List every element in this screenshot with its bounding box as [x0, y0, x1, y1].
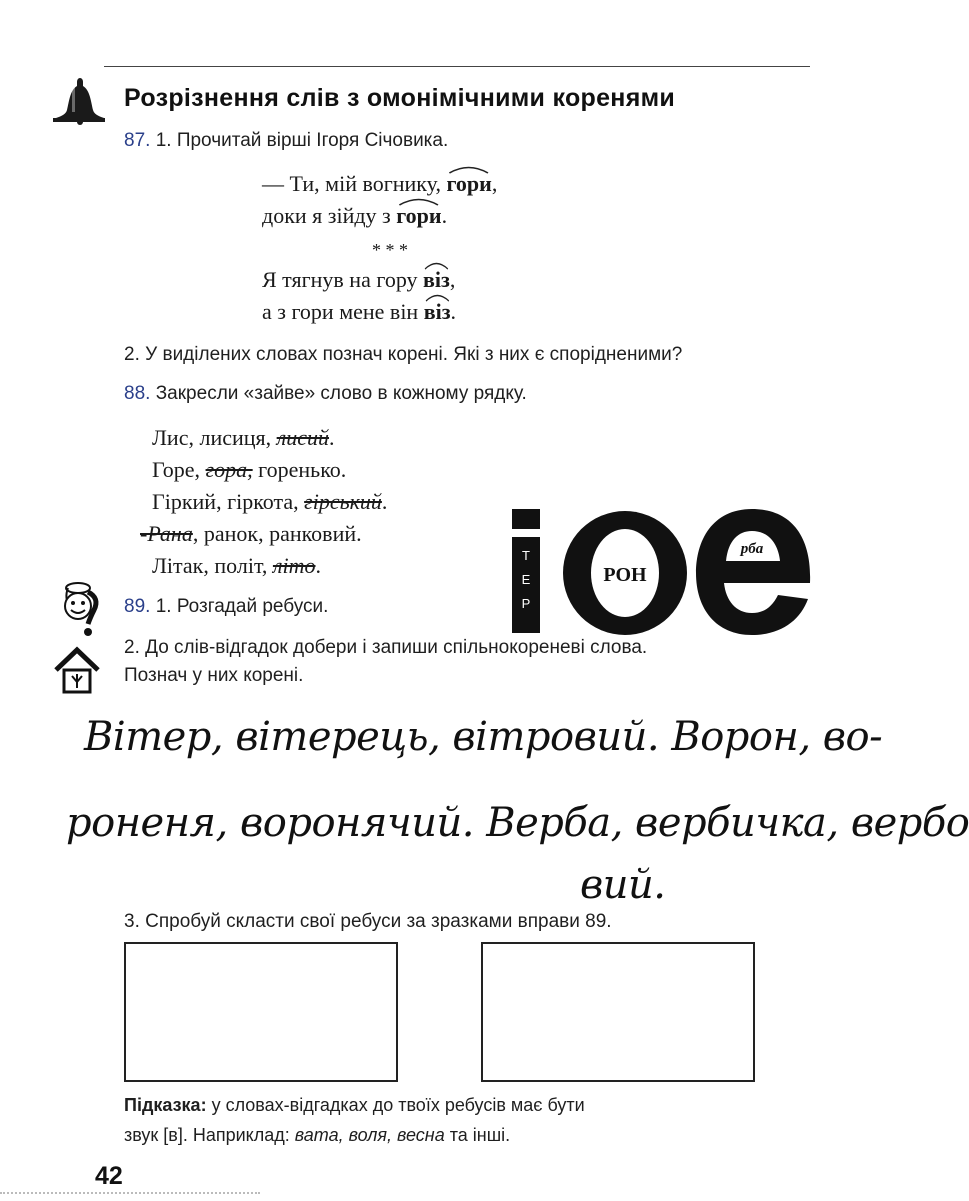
- handwritten-line-1: Вітер, вітерець, вітровий. Ворон, во-: [84, 714, 883, 760]
- exercise-88-task: [124, 383, 527, 405]
- task-text: 1. Розгадай ребуси.: [155, 596, 329, 617]
- hint-examples: вата, воля, весна: [294, 1125, 445, 1145]
- exercise-89-task3: 3. Спробуй скласти свої ребуси за зразками вправи 89.: [124, 911, 612, 932]
- rebus-drawing-box-1[interactable]: [124, 942, 398, 1082]
- hint-label: Підказка:: [124, 1095, 207, 1115]
- struck-word: гора,: [205, 457, 253, 482]
- word-row-5: Літак, політ, літо.: [152, 553, 321, 578]
- handwritten-line-2: роненя, воронячий. Верба, вербичка, вербо: [66, 800, 969, 846]
- svg-text:Р: Р: [521, 596, 531, 611]
- struck-word: лисий: [276, 425, 330, 450]
- svg-text:Т: Т: [522, 548, 530, 563]
- home-task-icon: [52, 646, 102, 694]
- rebus-i-dot: [512, 509, 540, 529]
- exercise-87-task2: 2. У виділених словах познач корені. Які з них є спорідненими?: [124, 344, 683, 365]
- page-title: Розрізнення слів з омонімічними коренями: [124, 84, 676, 112]
- word-row-3: Гіркий, гіркота, гірський.: [152, 489, 388, 514]
- exercise-number: 89.: [124, 596, 151, 617]
- highlighted-word: віз: [424, 299, 451, 324]
- highlighted-word: гори: [396, 203, 441, 228]
- highlighted-word: віз: [423, 267, 450, 292]
- rebus-e: [696, 509, 810, 635]
- svg-text:Е: Е: [521, 572, 531, 587]
- struck-word: літо: [272, 553, 316, 578]
- word-row-4: -Рана, ранок, ранковий.: [140, 521, 362, 546]
- exercise-89-task2-line1: 2. До слів-відгадок добери і запиши спільнокореневі слова.: [124, 637, 648, 658]
- rebus-picture: [500, 505, 815, 635]
- exercise-number: 87.: [124, 130, 151, 151]
- word-row-2: Горе, гора, горенько.: [152, 457, 347, 482]
- top-rule: [104, 66, 810, 67]
- poem1-line1: — Ти, мій вогнику, гори,: [262, 171, 497, 197]
- struck-word: -Рана: [140, 521, 193, 546]
- stars-separator: * * *: [372, 240, 408, 260]
- page-edge-dots: [0, 1192, 260, 1194]
- bell-icon: [50, 74, 106, 126]
- page-number: 42: [95, 1162, 123, 1190]
- word-row-1: Лис, лисиця, лисий.: [152, 425, 335, 450]
- exercise-89-task2-line2: Познач у них корені.: [124, 665, 304, 686]
- rebus-drawing-box-2[interactable]: [481, 942, 755, 1082]
- exercise-87-task1: [124, 130, 448, 152]
- task-text: Закресли «зайве» слово в кожному рядку.: [155, 383, 527, 404]
- task-text: 1. Прочитай вірші Ігоря Січовика.: [155, 130, 449, 151]
- hint-line-2: звук [в]. Наприклад: вата, воля, весна та інші.: [124, 1125, 511, 1145]
- highlighted-word: гори: [446, 171, 491, 196]
- svg-text:РОН: РОН: [603, 564, 647, 586]
- handwritten-line-3: вий.: [580, 862, 666, 908]
- hint-line-1: Підказка: у словах-відгадках до твоїх ребусів має бути: [124, 1095, 585, 1115]
- poem2-line2: а з гори мене він віз.: [262, 299, 456, 325]
- exercise-number: 88.: [124, 383, 151, 404]
- struck-word: гірський: [304, 489, 382, 514]
- thinking-face-icon: [58, 578, 102, 638]
- poem2-line1: Я тягнув на гору віз,: [262, 267, 455, 293]
- svg-text:рба: рба: [740, 541, 764, 557]
- exercise-89-task1: [124, 596, 328, 618]
- poem1-line2: доки я зійду з гори.: [262, 203, 447, 229]
